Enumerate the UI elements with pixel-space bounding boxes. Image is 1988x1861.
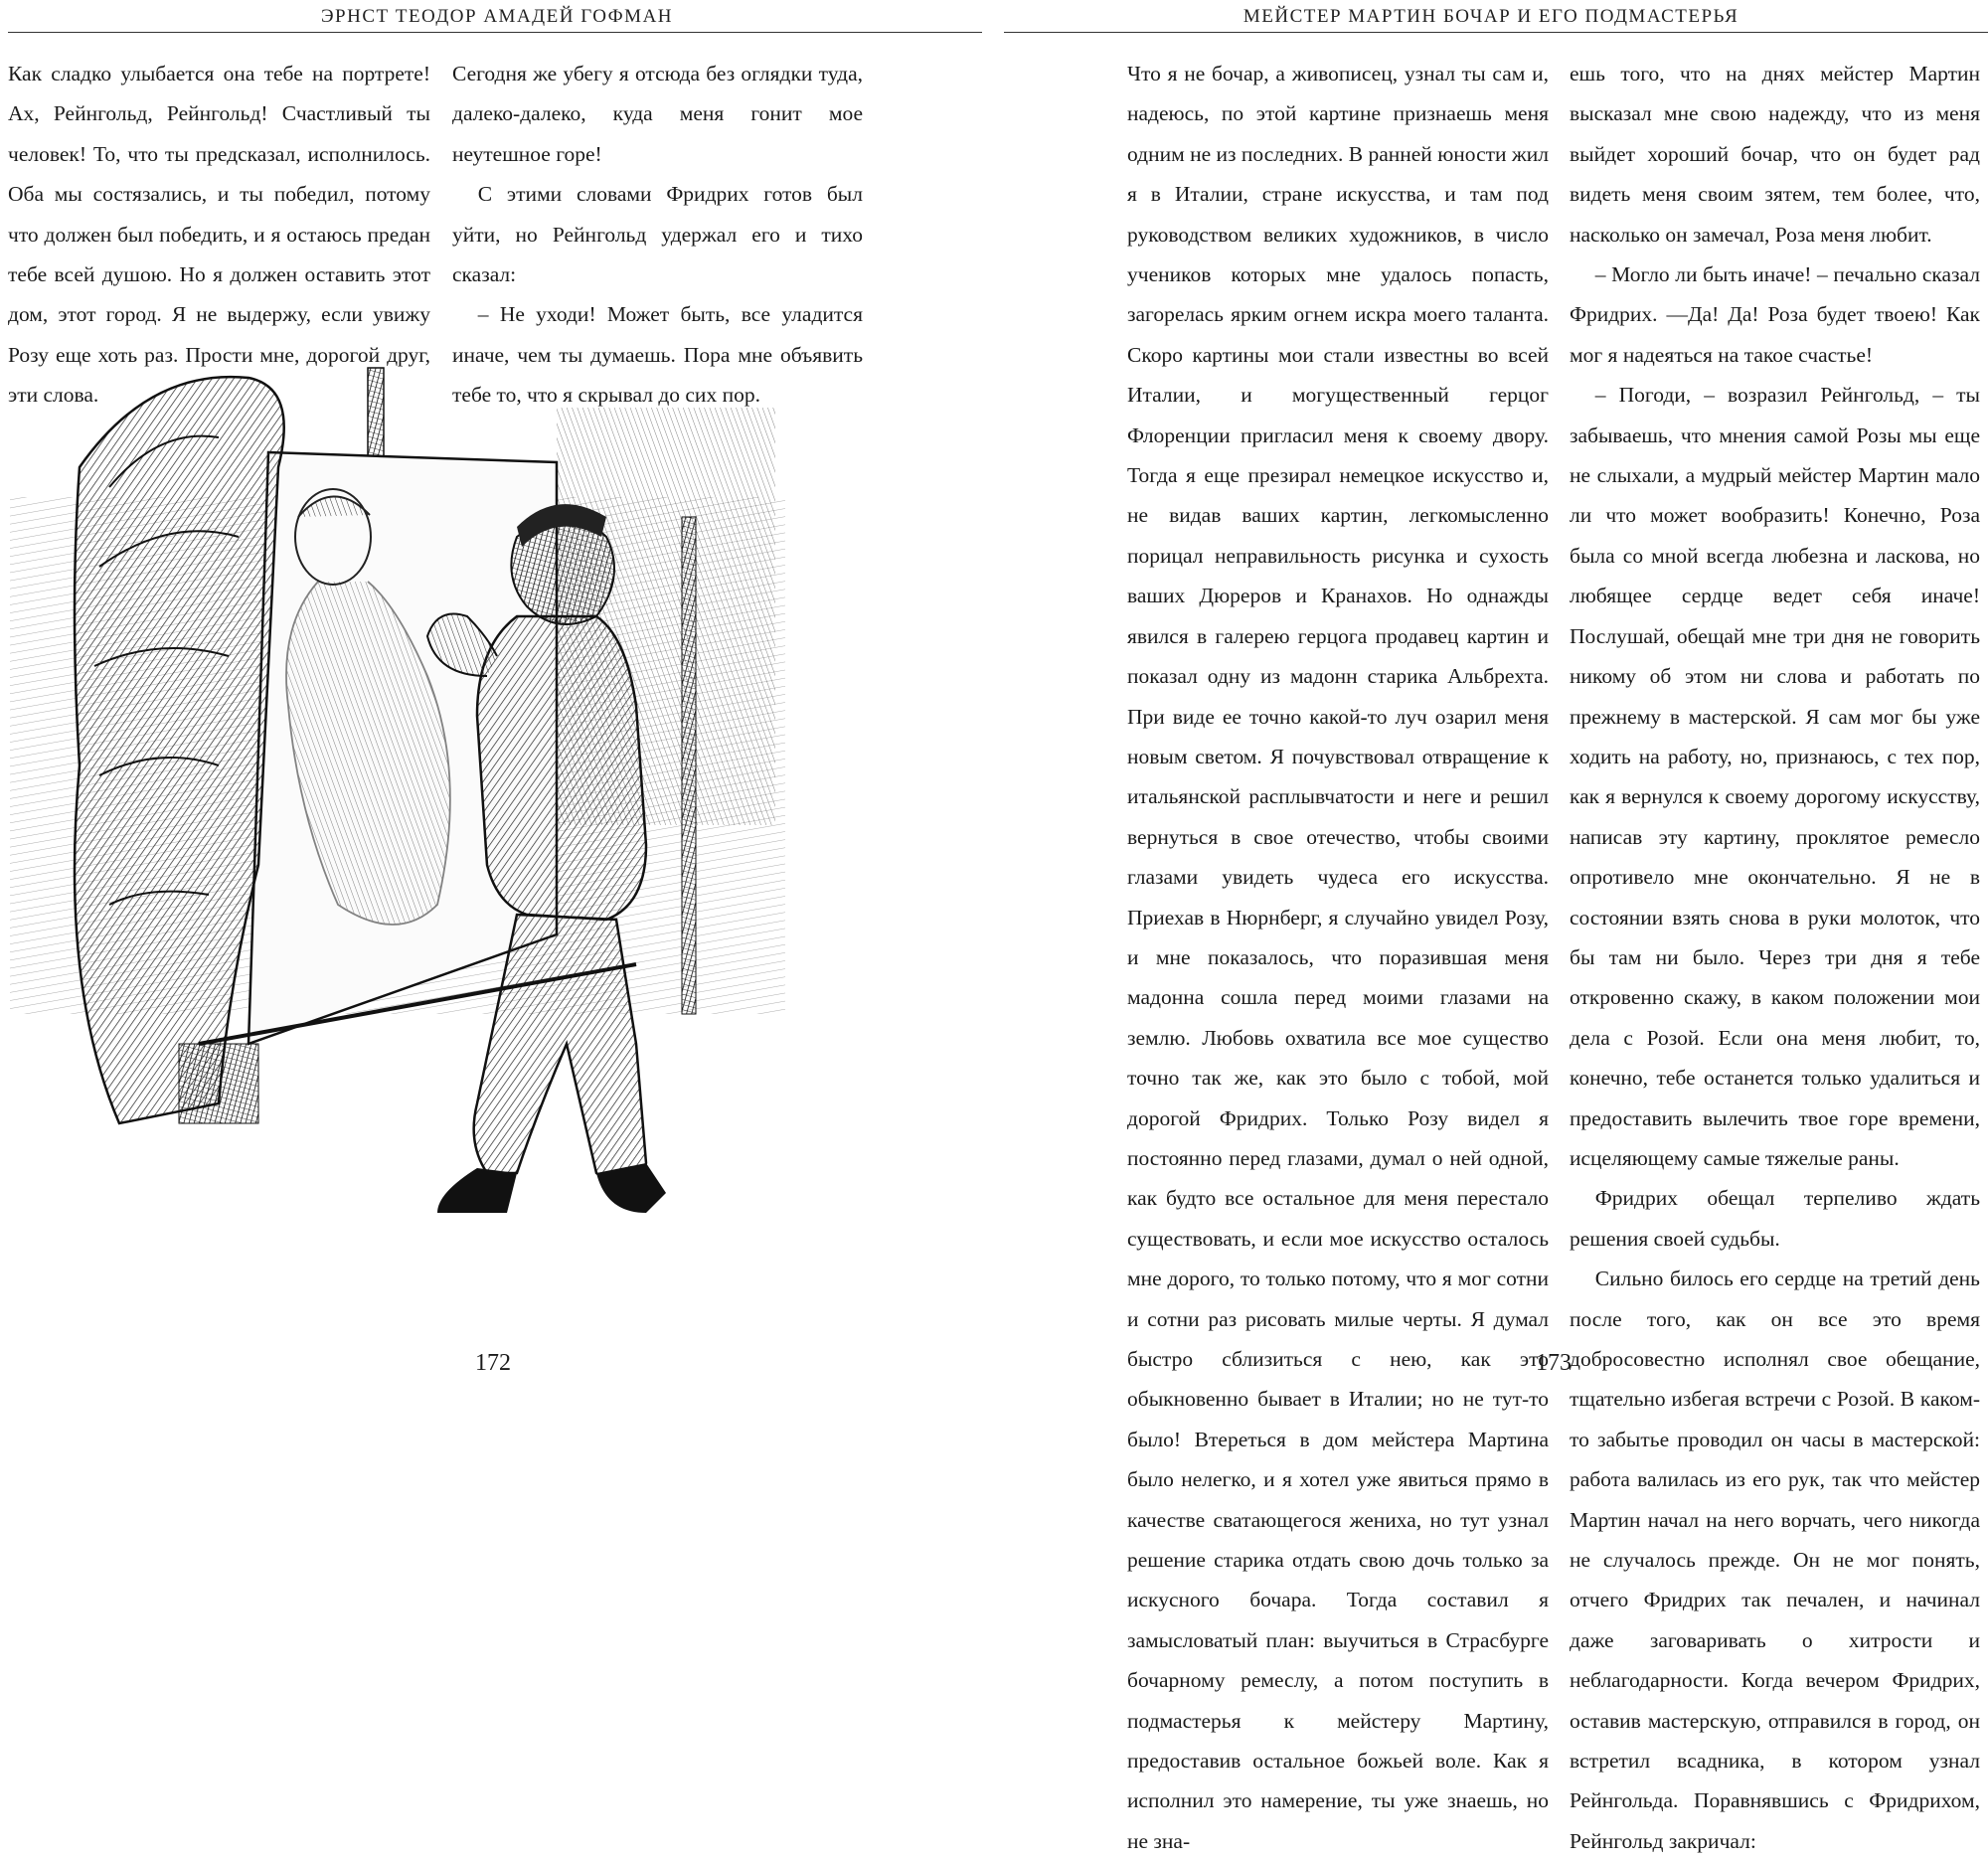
- paragraph: С этими словами Фридрих готов был уйти, но Рейнгольд удержал его и тихо сказал:: [452, 182, 863, 287]
- paragraph: – Погоди, – возразил Рейнгольд, – ты забываешь, что мнения самой Розы мы еще не слыхали, а мудрый мейстер Мартин мало ли что может вообразить! Конечно, Роза была со мной всегда любезна и ласкова, но любящее сердце ведет себя иначе! Послушай, обещай мне три дня не говорить никому об этом ни слова и работать по прежнему в мастерской. Я сам мог бы уже ходить на работу, но, признаюсь, с тех пор, как я вернулся к своему дорогому искусству, написав эту картину, проклятое ремесло опротивело мне окончательно. Я не в состоянии взять снова в руки молоток, что бы там ни было. Через три дня я тебе откровенно скажу, в каком положении мои дела с Розой. Если она меня любит, то, конечно, тебе останется только удалиться и предоставить вылечить твое горе времени, исцеляющему самые тяжелые раны.: [1570, 383, 1980, 1170]
- left-page: [0, 0, 994, 1401]
- engraving-painter-at-easel-icon: [0, 348, 815, 1322]
- paragraph: ешь того, что на днях мейстер Мартин высказал мне свою надежду, что из меня выйдет хороший бочар, что он будет рад видеть меня своим зятем, тем более, что, насколько он замечал, Роза меня любит.: [1570, 62, 1980, 247]
- right-column-1: [1127, 54, 1549, 1861]
- page-number-right: 173: [1536, 1350, 1572, 1376]
- paragraph: Сильно билось его сердце на третий день после того, как он все это время добросовестно исполнял свое обещание, тщательно избегая встречи с Розой. В каком-то забытье проводил он часы в мастерской: работа валилась из его рук, так что мейстер Мартин начал на него ворчать, чего никогда не случалось прежде. Он не мог понять, отчего Фридрих так печален, и начинал даже заговаривать о хитрости и неблагодарности. Когда вечером Фридрих, оставив мастерскую, отправился в город, он встретил всадника, в котором узнал Рейнгольда. Поравнявшись с Фридрихом, Рейнгольд закричал:: [1570, 1267, 1980, 1853]
- running-head-right: МЕЙСТЕР МАРТИН БОЧАР И ЕГО ПОДМАСТЕРЬЯ: [1242, 6, 1740, 27]
- paragraph: Сегодня же убегу я отсюда без оглядки туда, далеко-далеко, куда меня гонит мое неутешное горе!: [452, 62, 863, 166]
- paragraph: Что я не бочар, а живописец, узнал ты сам и, надеюсь, по этой картине признаешь меня одним не из последних. В ранней юности жил я в Италии, стране искусства, и там под руководством великих художников, в число учеников которых мне удалось попасть, загорелась ярким огнем искра моего таланта. Скоро картины мои стали известны во всей Италии, и могущественный герцог Флоренции пригласил меня к своему двору. Тогда я еще презирал немецкое искусство и, не видав ваших картин, легкомысленно порицал неправильность рисунка и сухость ваших Дюреров и Кранахов. Но однажды явился в галерею герцога продавец картин и показал одну из мадонн старика Альбрехта. При виде ее точно какой-то луч озарил меня новым светом. Я почувствовал отвращение к итальянской расплывчатости и неге и решил вернуться в свое отечество, чтобы своими глазами увидеть чудеса его искусства. Приехав в Нюрнберг, я случайно увидел Розу, и мне показалось, что поразившая меня мадонна сошла перед моими глазами на землю. Любовь охватила все мое существо точно так же, как это было с тобой, мой дорогой Фридрих. Только Розу видел я постоянно перед глазами, думал о ней одной, как будто все остальное для меня перестало существовать, и если мое искусство осталось мне дорого, то только потому, что я мог сотни и сотни раз рисовать милые черты. Я думал быстро сблизиться с нею, как это обыкновенно бывает в Италии; но не тут-то было! Втереться в дом мейстера Мартина было нелегко, и я хотел уже явиться прямо в качестве сватающегося жениха, но тут узнал решение старика отдать свою дочь только за искусного бочара. Тогда составил я замысловатый план: выучиться в Страсбурге бочарному ремеслу, а потом поступить в подмастерья к мейстеру Мартину, предоставив остальное божьей воле. Как я исполнил это намерение, ты уже знаешь, но не зна-: [1127, 62, 1549, 1853]
- running-head-left: ЭРНСТ ТЕОДОР АМАДЕЙ ГОФМАН: [320, 6, 674, 27]
- paragraph: – Не уходи! Может быть, все уладится иначе, чем ты думаешь. Пора мне объявить тебе то, что я скрывал до сих пор.: [452, 302, 863, 408]
- paragraph: – Могло ли быть иначе! – печально сказал Фридрих. —Да! Да! Роза будет твоею! Как мог я надеяться на такое счастье!: [1570, 262, 1980, 367]
- paragraph: Фридрих обещал терпеливо ждать решения своей судьбы.: [1570, 1186, 1980, 1251]
- paragraph: Как сладко улыбается она тебе на портрете! Ах, Рейнгольд, Рейнгольд! Счастливый ты человек! То, что ты предсказал, исполнилось. Оба мы состязались, и ты победил, потому что должен был победить, и я остаюсь предан тебе всей душою. Но я должен оставить этот дом, этот город. Я не выдержу, если увижу Розу еще хоть раз. Прости мне, дорогой друг, эти слова.: [8, 62, 430, 408]
- running-rule-right: [1004, 32, 1988, 33]
- right-column-2: [1570, 54, 1980, 1861]
- right-page: [994, 0, 1988, 1853]
- page-number-left: 172: [475, 1350, 511, 1376]
- running-rule-left: [8, 32, 982, 33]
